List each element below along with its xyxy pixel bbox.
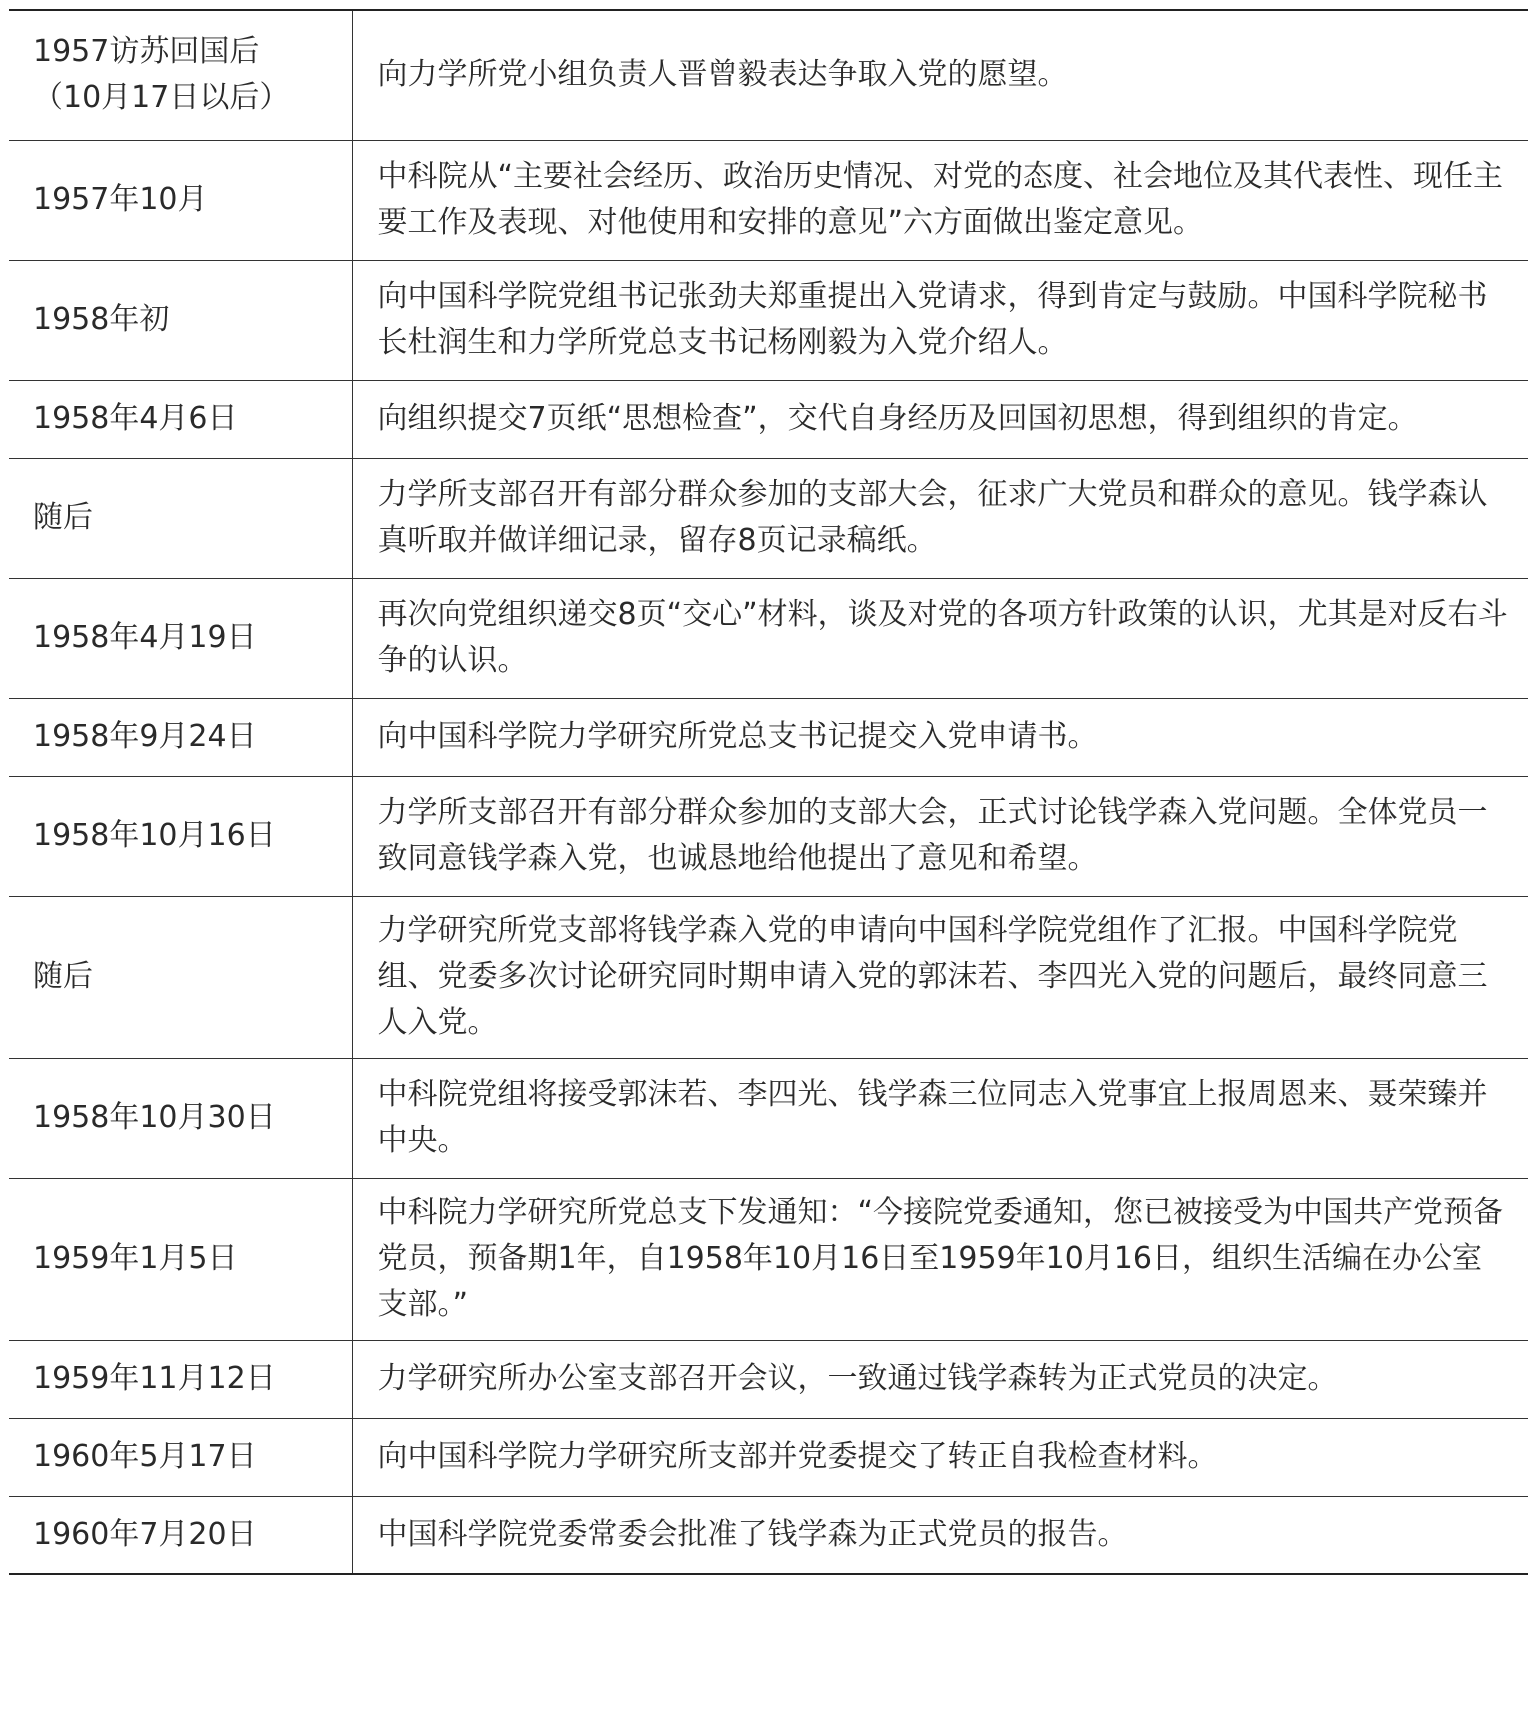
- date-cell: [9, 1178, 352, 1340]
- event-text: 再次向党组织递交8页“交心”材料，谈及对党的各项方针政策的认识，尤其是对反右斗争的认识。: [377, 597, 1508, 678]
- event-cell: [352, 260, 1528, 380]
- event-cell: [352, 1340, 1528, 1418]
- table-row: [9, 140, 1528, 260]
- event-text: 向中国科学院党组书记张劲夫郑重提出入党请求，得到肯定与鼓励。中国科学院秘书长杜润生和力学所党总支书记杨刚毅为入党介绍人。: [377, 279, 1488, 360]
- event-text: 向中国科学院力学研究所支部并党委提交了转正自我检查材料。: [377, 1439, 1218, 1474]
- event-text: 向力学所党小组负责人晋曾毅表达争取入党的愿望。: [377, 57, 1068, 93]
- date-cell: [9, 776, 352, 896]
- table-row: [9, 1418, 1528, 1496]
- table-row: [9, 10, 1528, 140]
- event-text: 力学研究所党支部将钱学森入党的申请向中国科学院党组作了汇报。中国科学院党组、党委多次讨论研究同时期申请入党的郭沫若、李四光入党的问题后，最终同意三人入党。: [377, 913, 1488, 1040]
- timeline-table-wrapper: [9, 9, 1528, 1575]
- date-text: 1957访苏回国后 （10月17日以后）: [33, 34, 290, 116]
- date-text: 1959年1月5日: [33, 1241, 238, 1276]
- date-cell: [9, 458, 352, 578]
- table-row: [9, 260, 1528, 380]
- table-row: [9, 1178, 1528, 1340]
- date-cell: [9, 1418, 352, 1496]
- table-row: [9, 776, 1528, 896]
- event-cell: [352, 698, 1528, 776]
- date-cell: [9, 1340, 352, 1418]
- date-text: 1958年4月6日: [33, 401, 238, 436]
- event-cell: [352, 776, 1528, 896]
- table-row: [9, 896, 1528, 1058]
- table-row: [9, 1058, 1528, 1178]
- event-text: 中科院党组将接受郭沫若、李四光、钱学森三位同志入党事宜上报周恩来、聂荣臻并中央。: [377, 1077, 1488, 1158]
- date-cell: [9, 1496, 352, 1574]
- event-cell: [352, 458, 1528, 578]
- date-cell: [9, 1058, 352, 1178]
- date-cell: [9, 896, 352, 1058]
- event-text: 向组织提交7页纸“思想检查”，交代自身经历及回国初思想，得到组织的肯定。: [377, 401, 1418, 436]
- event-text: 向中国科学院力学研究所党总支书记提交入党申请书。: [377, 719, 1098, 754]
- date-text: 1958年10月16日: [33, 818, 276, 853]
- table-row: [9, 578, 1528, 698]
- table-row: [9, 1340, 1528, 1418]
- date-text: 1959年11月12日: [33, 1361, 276, 1396]
- event-cell: [352, 1178, 1528, 1340]
- event-cell: [352, 896, 1528, 1058]
- event-cell: [352, 380, 1528, 458]
- event-text: 中国科学院党委常委会批准了钱学森为正式党员的报告。: [377, 1516, 1128, 1552]
- event-cell: [352, 1418, 1528, 1496]
- event-text: 中科院力学研究所党总支下发通知：“今接院党委通知，您已被接受为中国共产党预备党员，预备期1年，自1958年10月16日至1959年10月16日，组织生活编在办公室支部。”: [377, 1195, 1504, 1322]
- event-text: 力学所支部召开有部分群众参加的支部大会，正式讨论钱学森入党问题。全体党员一致同意钱学森入党，也诚恳地给他提出了意见和希望。: [377, 795, 1488, 876]
- table-row: [9, 698, 1528, 776]
- event-text: 力学所支部召开有部分群众参加的支部大会，征求广大党员和群众的意见。钱学森认真听取并做详细记录，留存8页记录稿纸。: [377, 477, 1488, 558]
- event-text: 中科院从“主要社会经历、政治历史情况、对党的态度、社会地位及其代表性、现任主要工作及表现、对他使用和安排的意见”六方面做出鉴定意见。: [377, 159, 1504, 240]
- event-text: 力学研究所办公室支部召开会议，一致通过钱学森转为正式党员的决定。: [377, 1361, 1338, 1396]
- date-cell: [9, 698, 352, 776]
- date-cell: [9, 260, 352, 380]
- date-text: 1958年4月19日: [33, 620, 257, 655]
- date-text: 随后: [33, 959, 93, 994]
- date-text: 1958年初: [33, 302, 170, 337]
- date-cell: [9, 10, 352, 140]
- date-cell: [9, 140, 352, 260]
- event-cell: [352, 140, 1528, 260]
- date-text: 1958年10月30日: [33, 1100, 276, 1135]
- event-cell: [352, 1496, 1528, 1574]
- date-cell: [9, 578, 352, 698]
- date-text: 1960年7月20日: [33, 1516, 257, 1552]
- table-row: [9, 458, 1528, 578]
- date-cell: [9, 380, 352, 458]
- table-row: [9, 380, 1528, 458]
- event-cell: [352, 1058, 1528, 1178]
- date-text: 随后: [33, 500, 93, 535]
- event-cell: [352, 10, 1528, 140]
- date-text: 1957年10月: [33, 182, 208, 217]
- date-text: 1958年9月24日: [33, 719, 257, 754]
- date-text: 1960年5月17日: [33, 1439, 257, 1474]
- timeline-table: [9, 9, 1528, 1575]
- event-cell: [352, 578, 1528, 698]
- table-row: [9, 1496, 1528, 1574]
